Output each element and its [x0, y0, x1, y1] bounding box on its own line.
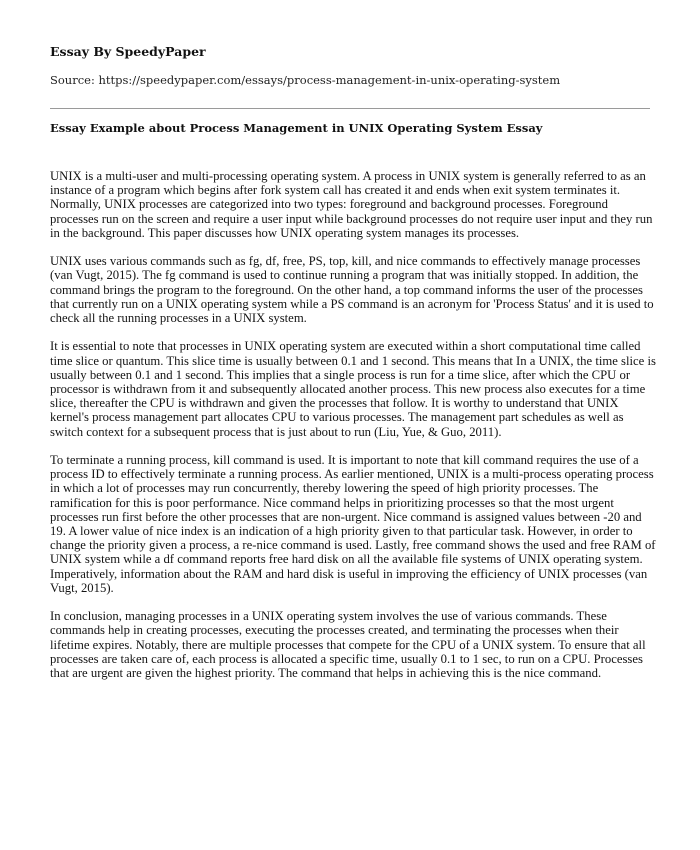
essay-body — [50, 169, 656, 694]
essay-paragraph: In conclusion, managing processes in a UNIX operating system involves the use of various commands. These commands help in creating processes, executing the processes created, and terminating the processes when their lifetime expires. Notably, there are multiple processes that compete for the CPU of a UNIX system. To ensure that all processes are taken care of, each process is allocated a specific time, usually 0.1 to 1 sec, to run on a CPU. Processes that are urgent are given the highest priority. The command that helps in achieving this is the nice command. — [50, 609, 646, 681]
document-brand: Essay By SpeedyPaper — [50, 44, 206, 59]
header-divider — [50, 108, 650, 109]
essay-paragraph: UNIX uses various commands such as fg, df, free, PS, top, kill, and nice commands to effectively manage processes (van Vugt, 2015). The fg command is used to continue running a program that was initially stopped. In addition, the command brings the program to the foreground. On the other hand, a top command informs the user of the processes that currently run on a UNIX operating system while a PS command is an acronym for 'Process Status' and it is used to check all the running processes in a UNIX system. — [50, 254, 654, 326]
essay-title: Essay Example about Process Management in UNIX Operating System Essay — [50, 121, 543, 135]
essay-paragraph: It is essential to note that processes in UNIX operating system are executed within a short computational time called time slice or quantum. This slice time is usually between 0.1 and 1 second. This means that In a UNIX, the time slice is usually between 0.1 and 1 second. This implies that a single process is run for a time slice, after which the CPU or processor is withdrawn from it and subsequently allocated another process. This new process also executes for a time slice, thereafter the CPU is withdrawn and given the processes that follow. It is worthy to understand that UNIX kernel's process management part allocates CPU to various processes. The management part schedules as well as switch context for a subsequent process that is just about to run (Liu, Yue, & Guo, 2011). — [50, 339, 656, 439]
essay-paragraph: UNIX is a multi-user and multi-processing operating system. A process in UNIX system is generally referred to as an instance of a program which begins after fork system call has created it and ends when exit system terminates it. Normally, UNIX processes are categorized into two types: foreground and background processes. Foreground processes run on the screen and require a user input while background processes do not require user input and they run in the background. This paper discusses how UNIX operating system manages its processes. — [50, 169, 653, 240]
essay-paragraph: To terminate a running process, kill command is used. It is important to note that kill command requires the use of a process ID to effectively terminate a running process. As earlier mentioned, UNIX is a multi-process operating process in which a lot of processes may run concurrently, thereby lowering the speed of high priority processes. The ramification for this is poor performance. Nice command helps in prioritizing processes so that the most urgent processes run first before the other processes that are non-urgent. Nice command is assigned values between -20 and 19. A lower value of nice index is an indication of a high priority given to that particular task. However, in order to change the priority given a process, a re-nice command is used. Lastly, free command shows the used and free RAM of UNIX system while a df command reports free hard disk on all the available file systems of UNIX operating system. Imperatively, information about the RAM and hard disk is useful in improving the efficiency of UNIX processes (van Vugt, 2015). — [50, 453, 656, 595]
source-line: Source: https://speedypaper.com/essays/process-management-in-unix-operating-system — [50, 73, 561, 87]
